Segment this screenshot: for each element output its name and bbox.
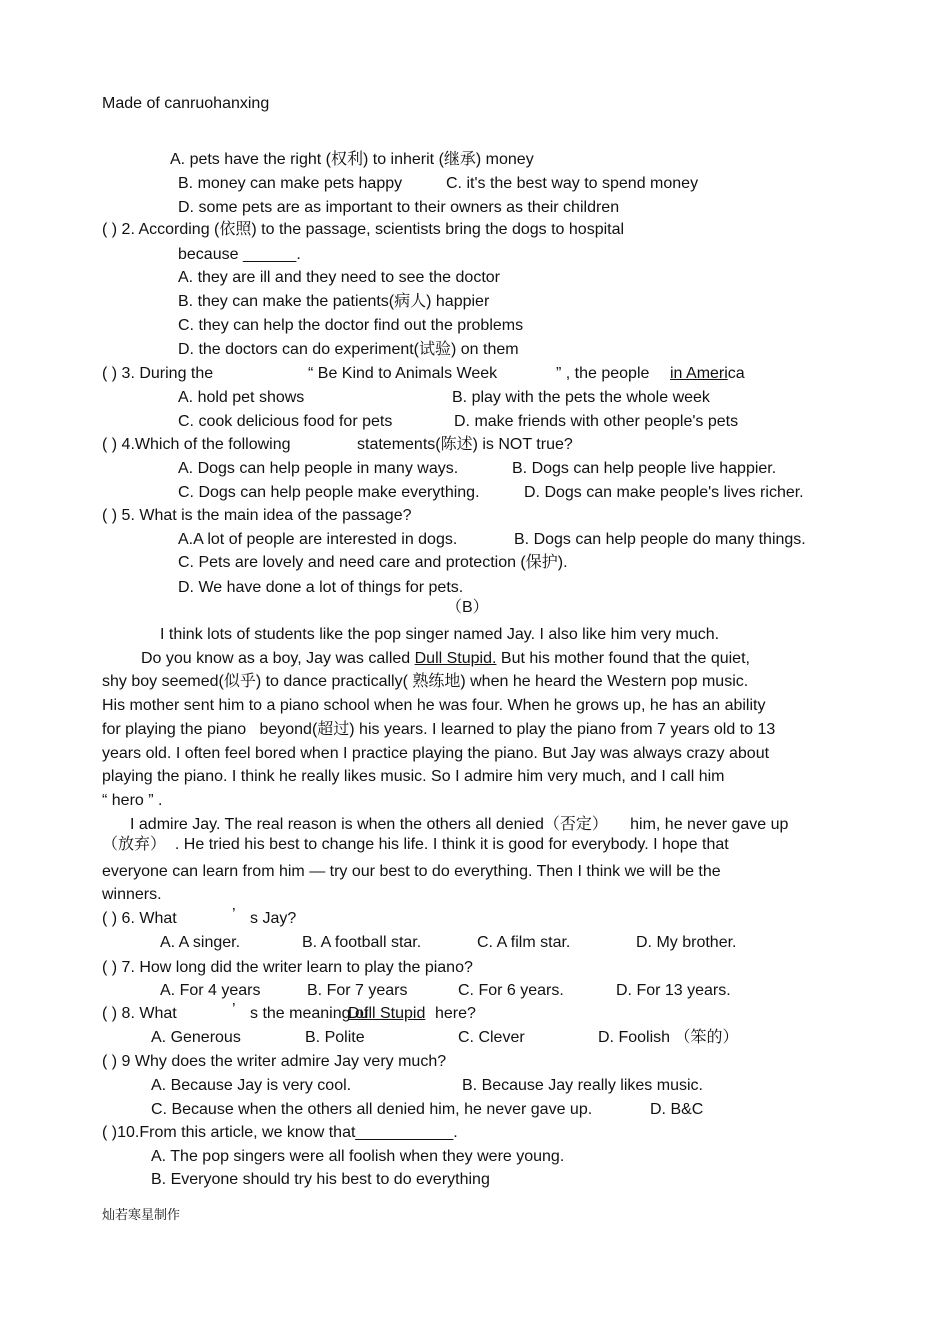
option-line: B. Dogs can help people live happier. — [512, 460, 777, 477]
option-line: A. Dogs can help people in many ways. — [178, 460, 459, 477]
passage-line: I think lots of students like the pop singer named Jay. I also like him very much. — [160, 626, 720, 643]
option-line: B. A football star. — [302, 934, 422, 951]
option-line: A. Generous — [151, 1029, 241, 1046]
question-line: ( ) 5. What is the main idea of the passage? — [102, 507, 412, 524]
option-line: A. For 4 years — [160, 982, 261, 999]
option-line: A. pets have the right (权利) to inherit (继承) money — [170, 151, 534, 168]
question-line: ( )10.From this article, we know that___________. — [102, 1124, 458, 1141]
option-line: A.A lot of people are interested in dogs. — [178, 531, 458, 548]
question-line: statements(陈述) is NOT true? — [357, 436, 573, 453]
question-line: ( ) 8. What — [102, 1005, 177, 1022]
option-line: B. For 7 years — [307, 982, 408, 999]
option-line: D. Foolish （笨的） — [598, 1029, 739, 1046]
question-line: ( ) 6. What — [102, 910, 177, 927]
option-line: D. Dogs can make people's lives richer. — [524, 484, 804, 501]
passage-line: His mother sent him to a piano school when he was four. When he grows up, he has an ability — [102, 697, 766, 714]
option-line: A. hold pet shows — [178, 389, 305, 406]
page-header: Made of canruohanxing — [102, 95, 270, 112]
passage-line: for playing the piano beyond(超过) his years. I learned to play the piano from 7 years old to 13 — [102, 721, 776, 738]
passage-line: I admire Jay. The real reason is when the others all denied（否定） him, he never gave up — [130, 816, 789, 833]
option-line: B. Dogs can help people do many things. — [514, 531, 806, 548]
option-line: B. Because Jay really likes music. — [462, 1077, 703, 1094]
passage-line: playing the piano. I think he really likes music. So I admire him very much, and I call him — [102, 768, 725, 785]
passage-line: （放弃） . He tried his best to change his life. I think it is good for everybody. I hope that — [102, 836, 729, 853]
passage-line: everyone can learn from him — try our best to do everything. Then I think we will be the — [102, 863, 721, 880]
option-line: D. We have done a lot of things for pets. — [178, 579, 464, 596]
option-line: D. make friends with other people's pets — [454, 413, 739, 430]
question-line: s the meaning of — [250, 1005, 369, 1022]
option-line: D. some pets are as important to their owners as their children — [178, 199, 620, 216]
section-heading: （B） — [446, 599, 489, 616]
question-line: here? — [435, 1005, 476, 1022]
option-line: C. it's the best way to spend money — [446, 175, 699, 192]
question-line: ( ) 2. According (依照) to the passage, scientists bring the dogs to hospital — [102, 221, 625, 238]
option-line: C. A film star. — [477, 934, 571, 951]
option-line: D. For 13 years. — [616, 982, 731, 999]
option-line: B. money can make pets happy — [178, 175, 403, 192]
passage-line: winners. — [102, 886, 162, 903]
question-line: ( ) 9 Why does the writer admire Jay very much? — [102, 1053, 447, 1070]
passage-line: “ hero ” . — [102, 792, 163, 809]
question-line: ’ — [232, 906, 236, 923]
option-line: B. Everyone should try his best to do everything — [151, 1171, 490, 1188]
question-line: ( ) 4.Which of the following — [102, 436, 291, 453]
option-line: A. Because Jay is very cool. — [151, 1077, 352, 1094]
question-line: ( ) 3. During the — [102, 365, 214, 382]
option-line: B. they can make the patients(病人) happier — [178, 293, 490, 310]
question-line: because ______. — [178, 246, 301, 263]
option-line: B. Polite — [305, 1029, 365, 1046]
question-line: ’ — [232, 1001, 236, 1018]
option-line: D. the doctors can do experiment(试验) on them — [178, 341, 519, 358]
option-line: C. Clever — [458, 1029, 525, 1046]
passage-line: Do you know as a boy, Jay was called Dull Stupid. But his mother found that the quiet, — [141, 650, 750, 667]
option-line: A. A singer. — [160, 934, 241, 951]
option-line: C. Dogs can help people make everything. — [178, 484, 480, 501]
option-line: D. My brother. — [636, 934, 737, 951]
question-line: s Jay? — [250, 910, 297, 927]
option-line: C. cook delicious food for pets — [178, 413, 393, 430]
question-line: ( ) 7. How long did the writer learn to play the piano? — [102, 959, 473, 976]
option-line: C. they can help the doctor find out the problems — [178, 317, 524, 334]
question-line: ” , the people — [556, 365, 650, 382]
question-line: “ Be Kind to Animals Week — [308, 365, 498, 382]
page-footer: 灿若寒星制作 — [102, 1208, 181, 1223]
option-line: B. play with the pets the whole week — [452, 389, 710, 406]
option-line: A. they are ill and they need to see the doctor — [178, 269, 500, 286]
option-line: C. Because when the others all denied him, he never gave up. — [151, 1101, 593, 1118]
question-line: Dull Stupid — [348, 1005, 426, 1022]
passage-line: shy boy seemed(似乎) to dance practically( 熟练地) when he heard the Western pop music. — [102, 673, 749, 690]
option-line: C. For 6 years. — [458, 982, 564, 999]
option-line: C. Pets are lovely and need care and protection (保护). — [178, 554, 568, 571]
passage-line: years old. I often feel bored when I practice playing the piano. But Jay was always crazy about — [102, 745, 770, 762]
question-line: in America — [670, 365, 745, 382]
option-line: D. B&C — [650, 1101, 704, 1118]
option-line: A. The pop singers were all foolish when they were young. — [151, 1148, 565, 1165]
